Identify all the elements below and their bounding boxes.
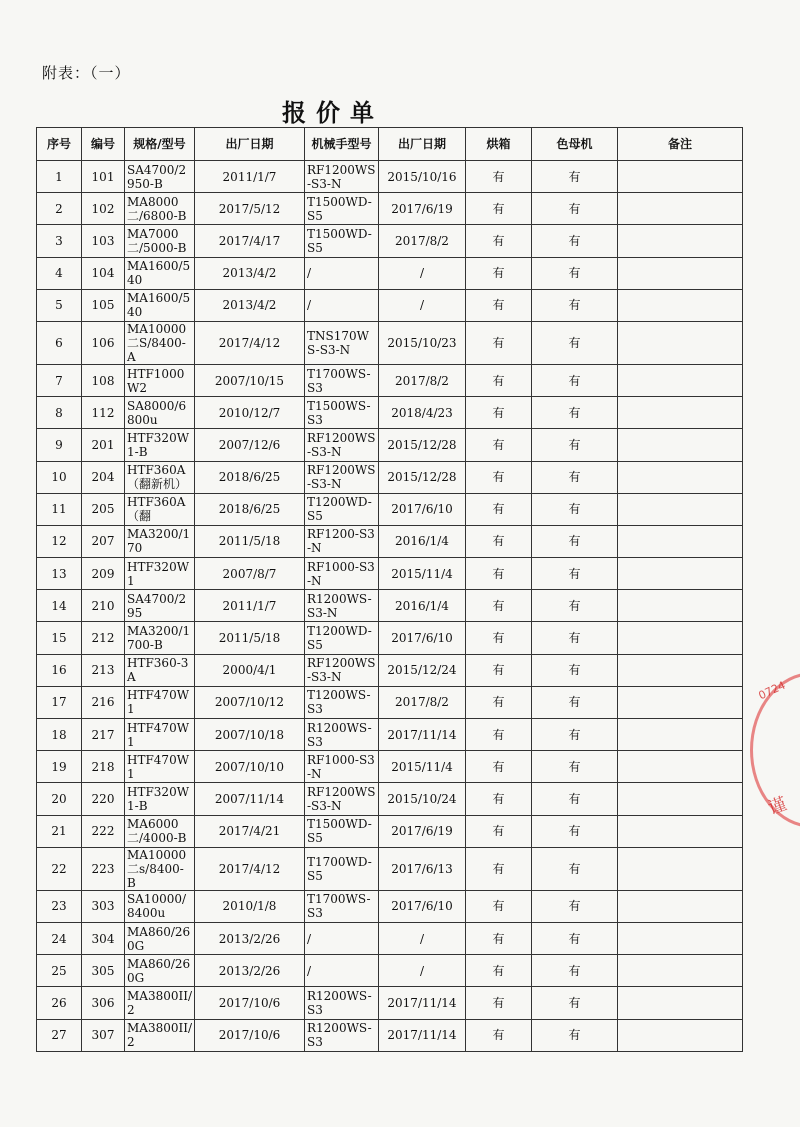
cell-factory-date: 2007/8/7 bbox=[195, 558, 305, 590]
cell-color-mixer: 有 bbox=[532, 815, 618, 847]
cell-remarks bbox=[618, 955, 743, 987]
cell-seq: 22 bbox=[37, 847, 82, 890]
cell-robot-model: TNS170WS-S3-N bbox=[305, 321, 379, 364]
cell-factory-date: 2017/4/12 bbox=[195, 847, 305, 890]
cell-id: 222 bbox=[82, 815, 125, 847]
cell-seq: 21 bbox=[37, 815, 82, 847]
cell-model: MA860/260G bbox=[125, 922, 195, 954]
cell-dryer: 有 bbox=[466, 847, 532, 890]
cell-seq: 23 bbox=[37, 890, 82, 922]
cell-robot-factory-date: 2017/6/19 bbox=[379, 815, 466, 847]
cell-color-mixer: 有 bbox=[532, 955, 618, 987]
seal-text-top: 0724 bbox=[756, 678, 788, 703]
seal-text-side: 谨 bbox=[765, 793, 790, 820]
cell-seq: 19 bbox=[37, 751, 82, 783]
cell-robot-model: T1200WS-S3 bbox=[305, 686, 379, 718]
cell-model: MA3800II/2 bbox=[125, 987, 195, 1019]
cell-remarks bbox=[618, 493, 743, 525]
cell-color-mixer: 有 bbox=[532, 719, 618, 751]
cell-dryer: 有 bbox=[466, 461, 532, 493]
cell-factory-date: 2011/1/7 bbox=[195, 161, 305, 193]
cell-model: SA4700/295 bbox=[125, 590, 195, 622]
cell-robot-model: T1500WS-S3 bbox=[305, 397, 379, 429]
cell-robot-factory-date: 2017/6/19 bbox=[379, 193, 466, 225]
cell-id: 306 bbox=[82, 987, 125, 1019]
cell-factory-date: 2011/5/18 bbox=[195, 622, 305, 654]
table-row bbox=[37, 321, 743, 364]
table-row bbox=[37, 397, 743, 429]
cell-color-mixer: 有 bbox=[532, 890, 618, 922]
cell-model: HTF320W1-B bbox=[125, 783, 195, 815]
cell-robot-model: RF1000-S3-N bbox=[305, 558, 379, 590]
cell-factory-date: 2017/10/6 bbox=[195, 987, 305, 1019]
cell-robot-factory-date: 2017/6/10 bbox=[379, 622, 466, 654]
cell-factory-date: 2017/4/17 bbox=[195, 225, 305, 257]
cell-remarks bbox=[618, 558, 743, 590]
cell-seq: 11 bbox=[37, 493, 82, 525]
cell-model: MA10000二s/8400-B bbox=[125, 847, 195, 890]
cell-dryer: 有 bbox=[466, 1019, 532, 1051]
cell-factory-date: 2007/10/12 bbox=[195, 686, 305, 718]
cell-dryer: 有 bbox=[466, 397, 532, 429]
cell-robot-model: T1500WD-S5 bbox=[305, 225, 379, 257]
header-factory-date: 出厂日期 bbox=[195, 128, 305, 161]
cell-dryer: 有 bbox=[466, 558, 532, 590]
cell-robot-model: R1200WS-S3 bbox=[305, 719, 379, 751]
cell-id: 307 bbox=[82, 1019, 125, 1051]
table-row bbox=[37, 955, 743, 987]
cell-factory-date: 2013/2/26 bbox=[195, 955, 305, 987]
cell-dryer: 有 bbox=[466, 193, 532, 225]
cell-factory-date: 2013/4/2 bbox=[195, 289, 305, 321]
cell-dryer: 有 bbox=[466, 719, 532, 751]
table-row bbox=[37, 590, 743, 622]
cell-robot-factory-date: 2017/11/14 bbox=[379, 1019, 466, 1051]
cell-color-mixer: 有 bbox=[532, 397, 618, 429]
cell-dryer: 有 bbox=[466, 922, 532, 954]
cell-seq: 18 bbox=[37, 719, 82, 751]
header-remarks: 备注 bbox=[618, 128, 743, 161]
cell-robot-factory-date: 2018/4/23 bbox=[379, 397, 466, 429]
cell-remarks bbox=[618, 257, 743, 289]
cell-id: 207 bbox=[82, 525, 125, 557]
cell-remarks bbox=[618, 654, 743, 686]
cell-id: 213 bbox=[82, 654, 125, 686]
cell-robot-factory-date: / bbox=[379, 922, 466, 954]
cell-remarks bbox=[618, 783, 743, 815]
cell-seq: 14 bbox=[37, 590, 82, 622]
cell-factory-date: 2011/5/18 bbox=[195, 525, 305, 557]
cell-factory-date: 2010/1/8 bbox=[195, 890, 305, 922]
cell-dryer: 有 bbox=[466, 751, 532, 783]
attachment-note: 附表：（一） bbox=[42, 64, 131, 82]
cell-id: 218 bbox=[82, 751, 125, 783]
cell-color-mixer: 有 bbox=[532, 987, 618, 1019]
cell-remarks bbox=[618, 397, 743, 429]
table-row bbox=[37, 622, 743, 654]
table-row bbox=[37, 364, 743, 396]
cell-dryer: 有 bbox=[466, 815, 532, 847]
cell-color-mixer: 有 bbox=[532, 654, 618, 686]
cell-dryer: 有 bbox=[466, 590, 532, 622]
cell-model: MA1600/540 bbox=[125, 289, 195, 321]
cell-seq: 20 bbox=[37, 783, 82, 815]
cell-id: 205 bbox=[82, 493, 125, 525]
cell-factory-date: 2018/6/25 bbox=[195, 461, 305, 493]
cell-model: MA1600/540 bbox=[125, 257, 195, 289]
cell-robot-model: RF1200WS-S3-N bbox=[305, 654, 379, 686]
cell-color-mixer: 有 bbox=[532, 590, 618, 622]
cell-model: HTF470W1 bbox=[125, 686, 195, 718]
cell-color-mixer: 有 bbox=[532, 429, 618, 461]
table-row bbox=[37, 461, 743, 493]
table-row bbox=[37, 525, 743, 557]
cell-seq: 16 bbox=[37, 654, 82, 686]
header-id: 编号 bbox=[82, 128, 125, 161]
cell-color-mixer: 有 bbox=[532, 622, 618, 654]
table-row bbox=[37, 654, 743, 686]
cell-dryer: 有 bbox=[466, 686, 532, 718]
cell-id: 223 bbox=[82, 847, 125, 890]
cell-factory-date: 2000/4/1 bbox=[195, 654, 305, 686]
table-row bbox=[37, 815, 743, 847]
cell-id: 210 bbox=[82, 590, 125, 622]
table-row bbox=[37, 719, 743, 751]
cell-robot-factory-date: 2016/1/4 bbox=[379, 525, 466, 557]
cell-remarks bbox=[618, 461, 743, 493]
table-header-row bbox=[37, 128, 743, 161]
cell-seq: 5 bbox=[37, 289, 82, 321]
cell-robot-factory-date: / bbox=[379, 257, 466, 289]
cell-id: 216 bbox=[82, 686, 125, 718]
cell-model: HTF320W1 bbox=[125, 558, 195, 590]
cell-color-mixer: 有 bbox=[532, 847, 618, 890]
cell-color-mixer: 有 bbox=[532, 686, 618, 718]
cell-color-mixer: 有 bbox=[532, 783, 618, 815]
header-dryer: 烘箱 bbox=[466, 128, 532, 161]
cell-dryer: 有 bbox=[466, 257, 532, 289]
cell-remarks bbox=[618, 987, 743, 1019]
cell-id: 104 bbox=[82, 257, 125, 289]
table-row bbox=[37, 783, 743, 815]
table-row bbox=[37, 1019, 743, 1051]
cell-model: SA8000/6800u bbox=[125, 397, 195, 429]
cell-model: MA860/260G bbox=[125, 955, 195, 987]
cell-id: 102 bbox=[82, 193, 125, 225]
cell-model: MA8000二/6800-B bbox=[125, 193, 195, 225]
header-color-mixer: 色母机 bbox=[532, 128, 618, 161]
cell-remarks bbox=[618, 890, 743, 922]
cell-seq: 3 bbox=[37, 225, 82, 257]
cell-color-mixer: 有 bbox=[532, 321, 618, 364]
cell-id: 212 bbox=[82, 622, 125, 654]
cell-dryer: 有 bbox=[466, 654, 532, 686]
cell-robot-factory-date: 2015/10/24 bbox=[379, 783, 466, 815]
cell-robot-model: / bbox=[305, 289, 379, 321]
cell-robot-model: RF1200-S3-N bbox=[305, 525, 379, 557]
cell-seq: 15 bbox=[37, 622, 82, 654]
cell-robot-factory-date: 2017/8/2 bbox=[379, 364, 466, 396]
cell-remarks bbox=[618, 289, 743, 321]
cell-color-mixer: 有 bbox=[532, 493, 618, 525]
table-row bbox=[37, 161, 743, 193]
cell-seq: 25 bbox=[37, 955, 82, 987]
cell-robot-model: / bbox=[305, 955, 379, 987]
cell-model: MA3200/1700-B bbox=[125, 622, 195, 654]
cell-robot-factory-date: 2017/8/2 bbox=[379, 686, 466, 718]
cell-dryer: 有 bbox=[466, 783, 532, 815]
table-row bbox=[37, 558, 743, 590]
cell-robot-factory-date: 2017/8/2 bbox=[379, 225, 466, 257]
cell-remarks bbox=[618, 719, 743, 751]
cell-robot-factory-date: 2015/12/24 bbox=[379, 654, 466, 686]
cell-remarks bbox=[618, 590, 743, 622]
cell-robot-model: RF1000-S3-N bbox=[305, 751, 379, 783]
cell-factory-date: 2017/4/12 bbox=[195, 321, 305, 364]
cell-robot-model: T1500WD-S5 bbox=[305, 193, 379, 225]
cell-remarks bbox=[618, 525, 743, 557]
cell-remarks bbox=[618, 622, 743, 654]
quote-table bbox=[36, 127, 743, 1052]
cell-remarks bbox=[618, 161, 743, 193]
cell-factory-date: 2011/1/7 bbox=[195, 590, 305, 622]
cell-color-mixer: 有 bbox=[532, 558, 618, 590]
table-row bbox=[37, 847, 743, 890]
cell-id: 305 bbox=[82, 955, 125, 987]
cell-remarks bbox=[618, 225, 743, 257]
cell-remarks bbox=[618, 429, 743, 461]
cell-factory-date: 2007/10/15 bbox=[195, 364, 305, 396]
cell-robot-model: RF1200WS-S3-N bbox=[305, 783, 379, 815]
cell-dryer: 有 bbox=[466, 321, 532, 364]
cell-id: 303 bbox=[82, 890, 125, 922]
cell-seq: 7 bbox=[37, 364, 82, 396]
table-row bbox=[37, 922, 743, 954]
cell-robot-model: T1700WD-S5 bbox=[305, 847, 379, 890]
cell-robot-model: R1200WS-S3-N bbox=[305, 590, 379, 622]
table-row bbox=[37, 289, 743, 321]
red-seal-stamp bbox=[736, 672, 800, 842]
cell-remarks bbox=[618, 193, 743, 225]
cell-dryer: 有 bbox=[466, 493, 532, 525]
header-robot-factory-date: 出厂日期 bbox=[379, 128, 466, 161]
cell-seq: 12 bbox=[37, 525, 82, 557]
cell-id: 220 bbox=[82, 783, 125, 815]
cell-remarks bbox=[618, 815, 743, 847]
table-row bbox=[37, 193, 743, 225]
cell-color-mixer: 有 bbox=[532, 751, 618, 783]
cell-factory-date: 2017/5/12 bbox=[195, 193, 305, 225]
cell-id: 105 bbox=[82, 289, 125, 321]
cell-robot-factory-date: 2015/12/28 bbox=[379, 429, 466, 461]
cell-seq: 13 bbox=[37, 558, 82, 590]
cell-remarks bbox=[618, 751, 743, 783]
cell-seq: 8 bbox=[37, 397, 82, 429]
cell-robot-factory-date: 2015/10/23 bbox=[379, 321, 466, 364]
cell-remarks bbox=[618, 1019, 743, 1051]
table-row bbox=[37, 493, 743, 525]
cell-model: MA10000二S/8400-A bbox=[125, 321, 195, 364]
cell-factory-date: 2007/11/14 bbox=[195, 783, 305, 815]
cell-model: MA6000二/4000-B bbox=[125, 815, 195, 847]
cell-color-mixer: 有 bbox=[532, 193, 618, 225]
header-seq: 序号 bbox=[37, 128, 82, 161]
cell-id: 217 bbox=[82, 719, 125, 751]
cell-remarks bbox=[618, 686, 743, 718]
cell-dryer: 有 bbox=[466, 525, 532, 557]
cell-model: SA10000/8400u bbox=[125, 890, 195, 922]
cell-id: 103 bbox=[82, 225, 125, 257]
cell-model: HTF1000W2 bbox=[125, 364, 195, 396]
cell-robot-model: T1700WS-S3 bbox=[305, 890, 379, 922]
cell-id: 209 bbox=[82, 558, 125, 590]
cell-factory-date: 2007/10/18 bbox=[195, 719, 305, 751]
cell-robot-factory-date: 2017/6/13 bbox=[379, 847, 466, 890]
cell-remarks bbox=[618, 922, 743, 954]
table-row bbox=[37, 890, 743, 922]
cell-color-mixer: 有 bbox=[532, 922, 618, 954]
cell-factory-date: 2010/12/7 bbox=[195, 397, 305, 429]
cell-dryer: 有 bbox=[466, 364, 532, 396]
cell-seq: 4 bbox=[37, 257, 82, 289]
cell-seq: 26 bbox=[37, 987, 82, 1019]
cell-robot-model: T1200WD-S5 bbox=[305, 493, 379, 525]
cell-robot-factory-date: 2015/11/4 bbox=[379, 558, 466, 590]
cell-color-mixer: 有 bbox=[532, 1019, 618, 1051]
table-row bbox=[37, 686, 743, 718]
table-row bbox=[37, 987, 743, 1019]
cell-robot-model: T1200WD-S5 bbox=[305, 622, 379, 654]
cell-seq: 1 bbox=[37, 161, 82, 193]
cell-factory-date: 2017/4/21 bbox=[195, 815, 305, 847]
cell-robot-factory-date: 2015/11/4 bbox=[379, 751, 466, 783]
cell-robot-factory-date: 2015/12/28 bbox=[379, 461, 466, 493]
cell-factory-date: 2007/12/6 bbox=[195, 429, 305, 461]
cell-dryer: 有 bbox=[466, 955, 532, 987]
cell-robot-model: / bbox=[305, 922, 379, 954]
cell-id: 101 bbox=[82, 161, 125, 193]
cell-color-mixer: 有 bbox=[532, 289, 618, 321]
cell-robot-model: R1200WS-S3 bbox=[305, 1019, 379, 1051]
cell-seq: 9 bbox=[37, 429, 82, 461]
cell-color-mixer: 有 bbox=[532, 225, 618, 257]
cell-remarks bbox=[618, 847, 743, 890]
cell-robot-model: RF1200WS-S3-N bbox=[305, 429, 379, 461]
cell-seq: 2 bbox=[37, 193, 82, 225]
cell-robot-model: T1700WS-S3 bbox=[305, 364, 379, 396]
table-row bbox=[37, 257, 743, 289]
cell-factory-date: 2013/4/2 bbox=[195, 257, 305, 289]
cell-color-mixer: 有 bbox=[532, 161, 618, 193]
cell-id: 304 bbox=[82, 922, 125, 954]
cell-robot-factory-date: 2017/6/10 bbox=[379, 890, 466, 922]
cell-robot-factory-date: 2017/11/14 bbox=[379, 719, 466, 751]
cell-seq: 24 bbox=[37, 922, 82, 954]
cell-dryer: 有 bbox=[466, 429, 532, 461]
cell-robot-model: RF1200WS-S3-N bbox=[305, 161, 379, 193]
cell-color-mixer: 有 bbox=[532, 364, 618, 396]
cell-factory-date: 2018/6/25 bbox=[195, 493, 305, 525]
cell-robot-factory-date: 2016/1/4 bbox=[379, 590, 466, 622]
cell-model: HTF360A（翻 bbox=[125, 493, 195, 525]
cell-model: HTF360-3A bbox=[125, 654, 195, 686]
cell-dryer: 有 bbox=[466, 161, 532, 193]
cell-seq: 27 bbox=[37, 1019, 82, 1051]
cell-robot-factory-date: / bbox=[379, 289, 466, 321]
cell-dryer: 有 bbox=[466, 987, 532, 1019]
table-body bbox=[37, 161, 743, 1052]
cell-model: MA7000二/5000-B bbox=[125, 225, 195, 257]
header-robot-model: 机械手型号 bbox=[305, 128, 379, 161]
table-row bbox=[37, 429, 743, 461]
table-row bbox=[37, 751, 743, 783]
cell-model: SA4700/2950-B bbox=[125, 161, 195, 193]
cell-model: MA3200/170 bbox=[125, 525, 195, 557]
cell-dryer: 有 bbox=[466, 289, 532, 321]
page-title: 报价单 bbox=[282, 98, 384, 127]
cell-robot-model: T1500WD-S5 bbox=[305, 815, 379, 847]
cell-model: HTF320W1-B bbox=[125, 429, 195, 461]
cell-id: 108 bbox=[82, 364, 125, 396]
cell-model: HTF470W1 bbox=[125, 751, 195, 783]
cell-seq: 17 bbox=[37, 686, 82, 718]
cell-id: 201 bbox=[82, 429, 125, 461]
cell-seq: 6 bbox=[37, 321, 82, 364]
cell-model: HTF470W1 bbox=[125, 719, 195, 751]
cell-robot-model: R1200WS-S3 bbox=[305, 987, 379, 1019]
cell-color-mixer: 有 bbox=[532, 257, 618, 289]
cell-robot-factory-date: 2017/6/10 bbox=[379, 493, 466, 525]
cell-factory-date: 2013/2/26 bbox=[195, 922, 305, 954]
cell-robot-factory-date: / bbox=[379, 955, 466, 987]
cell-dryer: 有 bbox=[466, 622, 532, 654]
cell-remarks bbox=[618, 321, 743, 364]
cell-model: MA3800II/2 bbox=[125, 1019, 195, 1051]
cell-robot-factory-date: 2015/10/16 bbox=[379, 161, 466, 193]
cell-color-mixer: 有 bbox=[532, 461, 618, 493]
cell-color-mixer: 有 bbox=[532, 525, 618, 557]
cell-seq: 10 bbox=[37, 461, 82, 493]
cell-id: 106 bbox=[82, 321, 125, 364]
header-model: 规格/型号 bbox=[125, 128, 195, 161]
cell-id: 204 bbox=[82, 461, 125, 493]
cell-robot-model: / bbox=[305, 257, 379, 289]
cell-robot-factory-date: 2017/11/14 bbox=[379, 987, 466, 1019]
cell-model: HTF360A（翻新机） bbox=[125, 461, 195, 493]
cell-robot-model: RF1200WS-S3-N bbox=[305, 461, 379, 493]
cell-factory-date: 2017/10/6 bbox=[195, 1019, 305, 1051]
cell-dryer: 有 bbox=[466, 225, 532, 257]
cell-dryer: 有 bbox=[466, 890, 532, 922]
cell-remarks bbox=[618, 364, 743, 396]
cell-factory-date: 2007/10/10 bbox=[195, 751, 305, 783]
cell-id: 112 bbox=[82, 397, 125, 429]
table-row bbox=[37, 225, 743, 257]
